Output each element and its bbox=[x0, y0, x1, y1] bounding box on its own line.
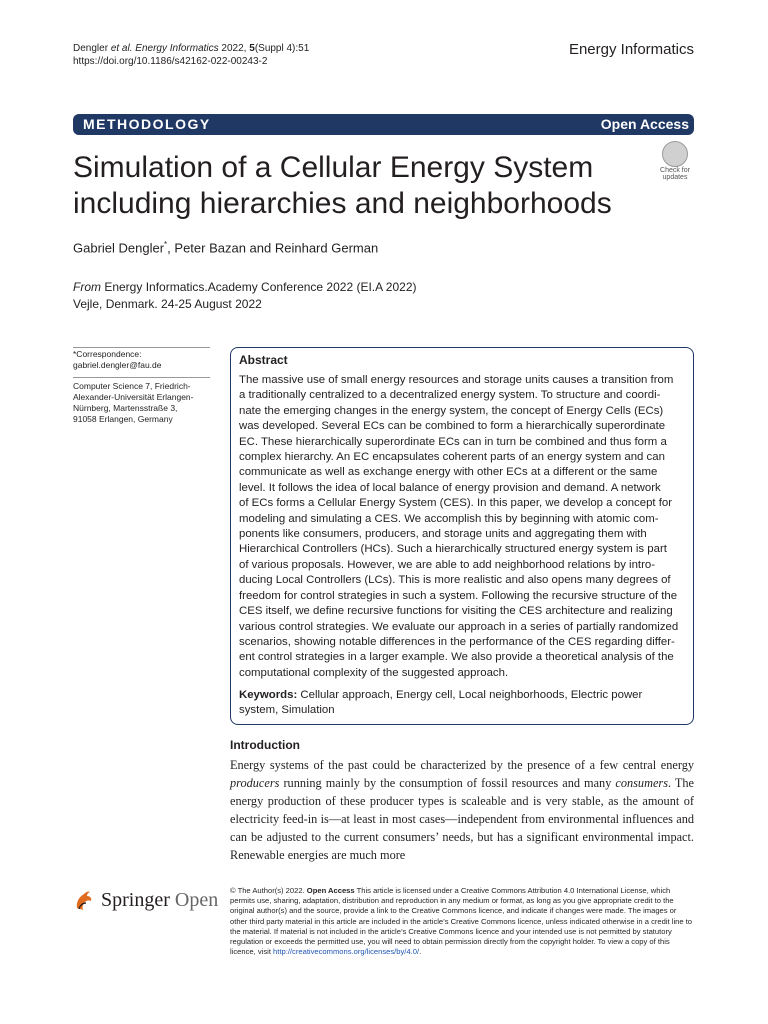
license-link[interactable]: http://creativecommons.org/licenses/by/4.0/ bbox=[273, 947, 420, 957]
author-list bbox=[73, 240, 378, 255]
abstract-text bbox=[239, 373, 686, 681]
abstract-heading: Abstract bbox=[239, 353, 288, 367]
keywords-label: Keywords: bbox=[239, 689, 298, 701]
introduction-text bbox=[230, 756, 694, 864]
abstract-box bbox=[230, 347, 694, 725]
abstract-line: was developed. Several ECs can be combined to form a hierarchically superordinate bbox=[239, 420, 666, 433]
correspondence bbox=[73, 349, 210, 371]
abstract-line: nate the emerging changes in the energy system, the concept of Energy Cells (ECs) bbox=[239, 404, 664, 417]
affiliation-line: Nürnberg, Martensstraße 3, bbox=[73, 403, 178, 413]
abstract-line: of various proposals. However, we are able to add neighborhood relations by intro- bbox=[239, 558, 656, 571]
intro-segment: Energy systems of the past could be characterized by the presence of a few central energy bbox=[230, 758, 694, 772]
abstract-line: freedom for control strategies in such a system. Following the recursive structure of the bbox=[239, 589, 678, 602]
citation-volume: 5 bbox=[249, 43, 255, 54]
conference-from: From bbox=[73, 280, 101, 294]
license-open-access: Open Access bbox=[306, 886, 355, 895]
affiliation-line: Computer Science 7, Friedrich- bbox=[73, 381, 191, 391]
logo-open-text: Open bbox=[174, 889, 219, 911]
check-for-updates-badge[interactable] bbox=[655, 140, 695, 182]
intro-segment: running mainly by the consumption of fossil resources and many bbox=[279, 776, 616, 790]
license-copyright: © The Author(s) 2022. bbox=[230, 886, 307, 895]
correspondence-mark: * bbox=[164, 240, 168, 249]
abstract-line: ponents like consumers, producers, and storage units and aggregating them with bbox=[239, 528, 647, 541]
sidebar-divider-top bbox=[73, 347, 210, 348]
citation-year: 2022, bbox=[218, 43, 250, 54]
abstract-line: Hierarchical Controllers (HCs). Such a hierarchically structured energy system is part bbox=[239, 543, 667, 556]
citation-journal: Energy Informatics bbox=[132, 43, 219, 54]
abstract-line: level. It follows the idea of local balance of energy provision and demand. A network bbox=[239, 481, 661, 494]
affiliation-line: Alexander-Universität Erlangen- bbox=[73, 392, 194, 402]
intro-term-consumers: consumers bbox=[615, 776, 668, 790]
author-rest: , Peter Bazan and Reinhard German bbox=[167, 240, 379, 256]
doi-link[interactable]: https://doi.org/10.1186/s42162-022-00243-2 bbox=[73, 56, 268, 67]
sidebar-divider bbox=[73, 377, 210, 378]
affiliation-line: 91058 Erlangen, Germany bbox=[73, 414, 173, 424]
citation-authors: Dengler bbox=[73, 43, 111, 54]
logo-springer-text: Springer bbox=[101, 889, 170, 911]
abstract-line: computational complexity of the suggested approach. bbox=[239, 666, 509, 679]
abstract-line: complex hierarchy. An EC encapsulates coherent parts of an energy system and can bbox=[239, 451, 665, 464]
abstract-line: of ECs forms a Cellular Energy System (CES). In this paper, we develop a concept for bbox=[239, 497, 673, 510]
check-updates-line2: updates bbox=[662, 174, 688, 181]
citation-etal: et al. bbox=[110, 43, 133, 54]
open-access-label: Open Access bbox=[600, 116, 689, 132]
check-updates-line1: Check for bbox=[660, 167, 690, 174]
abstract-line: modeling and simulating a CES. We accomplish this by beginning with atomic com- bbox=[239, 512, 659, 525]
citation bbox=[73, 42, 309, 68]
abstract-line: scenarios, showing notable differences in the performance of the CES regarding differ- bbox=[239, 635, 675, 648]
abstract-line: EC. These hierarchically superordinate ECs can in turn be combined and thus form a bbox=[239, 435, 667, 448]
journal-name: Energy Informatics bbox=[568, 41, 694, 58]
keywords bbox=[239, 688, 684, 718]
article-title: Simulation of a Cellular Energy System including hierarchies and neighborhoods bbox=[73, 151, 612, 220]
section-banner bbox=[73, 114, 694, 135]
abstract-line: CES itself, we define recursive functions for visiting the CES architecture and realizing bbox=[239, 605, 673, 618]
citation-issue: (Suppl 4):51 bbox=[254, 43, 310, 54]
conference-line2: Vejle, Denmark. 24-25 August 2022 bbox=[73, 297, 262, 311]
affiliation bbox=[73, 381, 213, 425]
author-first: Gabriel Dengler bbox=[73, 240, 165, 256]
intro-term-producers: producers bbox=[230, 776, 280, 790]
springer-horse-icon bbox=[73, 888, 95, 912]
abstract-line: communicate as well as exchange energy with other ECs at a different or the same bbox=[239, 466, 658, 479]
intro-segment: . The energy production of these producer types is scaleable and is very stable, as the amount of electricity feed-in is—at least in most cases—independent from environmental influences and can be adjusted to the current consumers’ needs, but has a significant environmental impact. Renewable energies are much more bbox=[230, 776, 694, 862]
abstract-line: ducing Local Controllers (LCs). This is more realistic and also opens many degrees of bbox=[239, 574, 671, 587]
introduction-heading: Introduction bbox=[230, 738, 300, 752]
section-label: METHODOLOGY bbox=[83, 116, 211, 132]
license-end: . bbox=[419, 947, 422, 957]
abstract-line: a traditionally centralized to a decentralized energy system. To structure and coordi- bbox=[239, 389, 661, 402]
abstract-line: various control strategies. We evaluate our approach in a series of partially randomized bbox=[239, 620, 679, 633]
license-body: This article is licensed under a Creative Commons Attribution 4.0 International License, which permits use, sharing, adaptation, distribution and reproduction in any medium or format, as long as you give appropriate credit to the original author(s) and the source, provide a link to the Creative Commons licence, and indicate if changes were made. The images or other third party material in this article are included in the article’s Creative Commons licence, unless indicated otherwise in a credit line to the material. If material is not included in the article’s Creative Commons licence and your intended use is not permitted by statutory regulation or exceeds the permitted use, you will need to obtain permission directly from the copyright holder. To view a copy of this licence, visit bbox=[230, 886, 693, 957]
conference-info bbox=[73, 279, 417, 313]
license-text bbox=[230, 886, 695, 957]
keywords-list: Cellular approach, Energy cell, Local neighborhoods, Electric power system, Simulation bbox=[239, 689, 643, 716]
conference-line1: Energy Informatics.Academy Conference 2022 (EI.A 2022) bbox=[101, 280, 417, 294]
correspondence-label: *Correspondence: bbox=[73, 349, 142, 359]
correspondence-email[interactable]: gabriel.dengler@fau.de bbox=[73, 360, 162, 370]
abstract-line: The massive use of small energy resources and storage units causes a transition from bbox=[239, 374, 674, 386]
abstract-line: ent control strategies in a larger example. We also provide a theoretical analysis of the bbox=[239, 651, 674, 664]
check-updates-icon bbox=[662, 141, 688, 167]
